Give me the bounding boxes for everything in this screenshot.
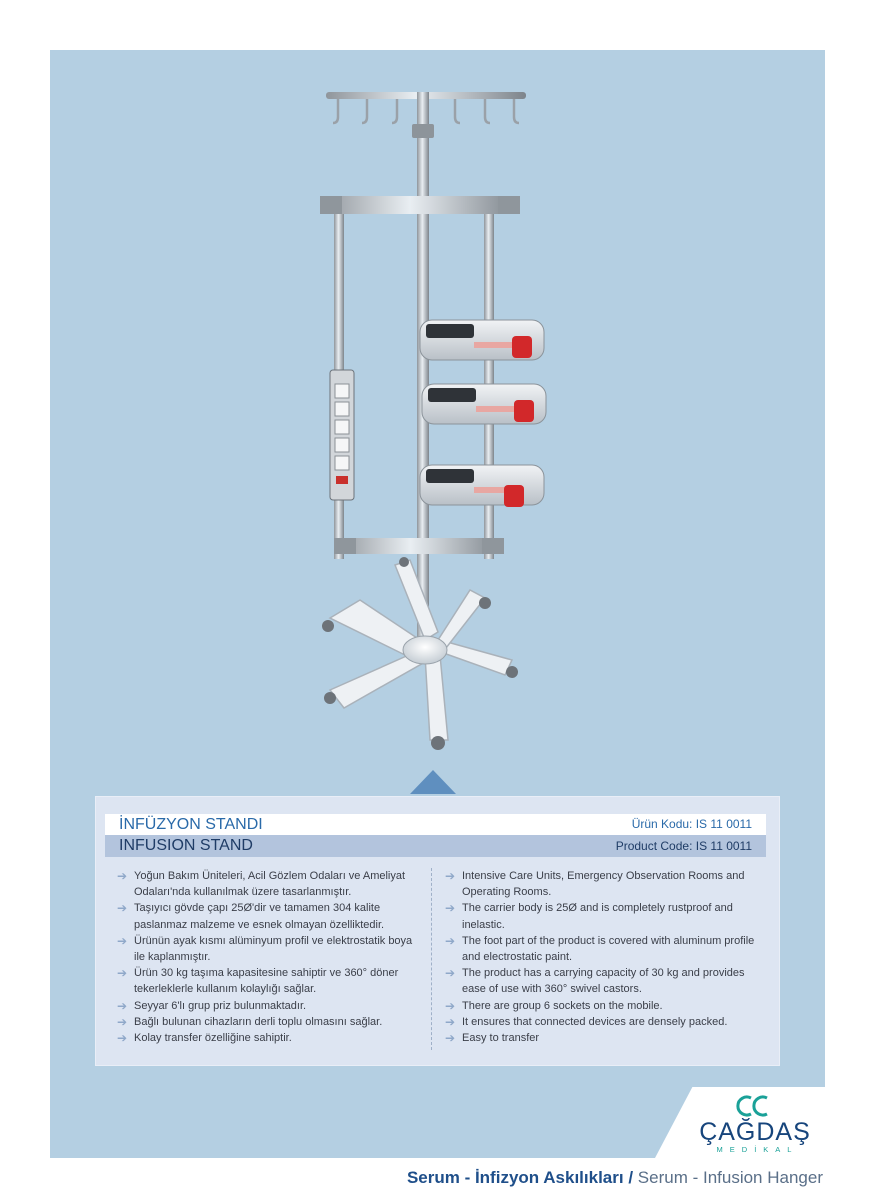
list-item: ➔ The carrier body is 25Ø and is completely rustproof and inelastic. [445,901,733,931]
list-item: ➔ The product has a carrying capacity of 30 kg and provides ease of use with 360° swivel castors. [445,966,745,996]
arrow-right-icon: ➔ [445,869,456,883]
product-name-en: INFUSION STAND [119,837,253,854]
product-name-tr: İNFÜZYON STANDI [119,816,263,833]
product-code-tr: Ürün Kodu: IS 11 0011 [631,817,752,831]
arrow-right-icon: ➔ [117,869,128,883]
product-header-en [105,835,766,857]
list-item: ➔ Intensive Care Units, Emergency Observation Rooms and Operating Rooms. [445,869,745,899]
callout-pointer [410,770,456,794]
brand-subtitle: MEDİKAL [716,1145,799,1154]
product-header-tr [105,814,766,835]
arrow-right-icon: ➔ [117,1031,128,1046]
list-item: ➔ Seyyar 6'lı grup priz bulunmaktadır. [117,998,307,1013]
list-item: ➔ There are group 6 sockets on the mobile. [445,998,663,1013]
column-divider [431,868,432,1050]
features-list-tr [117,868,422,1046]
list-item: ➔ Easy to transfer [445,1031,540,1046]
arrow-right-icon: ➔ [445,1031,456,1046]
arrow-right-icon: ➔ [117,966,128,981]
list-item: ➔ Bağlı bulunan cihazların derli toplu olmasını sağlar. [117,1014,383,1029]
list-item: ➔ Ürünün ayak kısmı alüminyum profil ve elektrostatik boya ile kaplanmıştır. [117,933,413,964]
arrow-right-icon: ➔ [117,933,128,948]
product-info-box [95,796,780,1066]
footer-title-tr: Serum - İnfizyon Askılıkları [406,1168,624,1187]
pump-3 [420,465,544,507]
arrow-right-icon: ➔ [445,998,456,1013]
pump-2 [422,384,546,424]
pump-1 [420,320,544,360]
list-item: ➔ Ürün 30 kg taşıma kapasitesine sahiptir ve 360° döner tekerleklerle kullanım kolaylığı sağlar. [117,966,399,996]
product-code-en: Product Code: IS 11 0011 [615,839,752,853]
arrow-right-icon: ➔ [117,998,128,1013]
features-list-en [445,868,765,1046]
arrow-right-icon: ➔ [117,901,128,916]
page-footer-title [407,1168,823,1188]
list-item: ➔ Yoğun Bakım Üniteleri, Acil Gözlem Odaları ve Ameliyat Odaları'nda kullanılmak üzere tasarlanmıştır. [117,869,406,899]
infusion-stand-illustration [50,50,825,770]
arrow-right-icon: ➔ [445,966,456,981]
footer-title-en: Serum - Infusion Hanger [637,1168,823,1187]
list-item: ➔ The foot part of the product is covered with aluminum profile and electrostatic paint. [445,933,755,964]
arrow-right-icon: ➔ [445,933,456,948]
footer-separator: / [628,1168,634,1187]
list-item: ➔ It ensures that connected devices are densely packed. [445,1014,728,1029]
arrow-right-icon: ➔ [117,1014,128,1029]
list-item: ➔ Taşıyıcı gövde çapı 25Ø'dir ve tamamen 304 kalite paslanmaz malzeme ve esnek olmayan özelliktedir. [117,901,385,931]
arrow-right-icon: ➔ [445,901,456,916]
brand-name: ÇAĞDAŞ [699,1118,811,1146]
brand-logo-icon [733,1094,775,1118]
list-item: ➔ Kolay transfer özelliğine sahiptir. [117,1031,292,1046]
arrow-right-icon: ➔ [445,1014,456,1029]
